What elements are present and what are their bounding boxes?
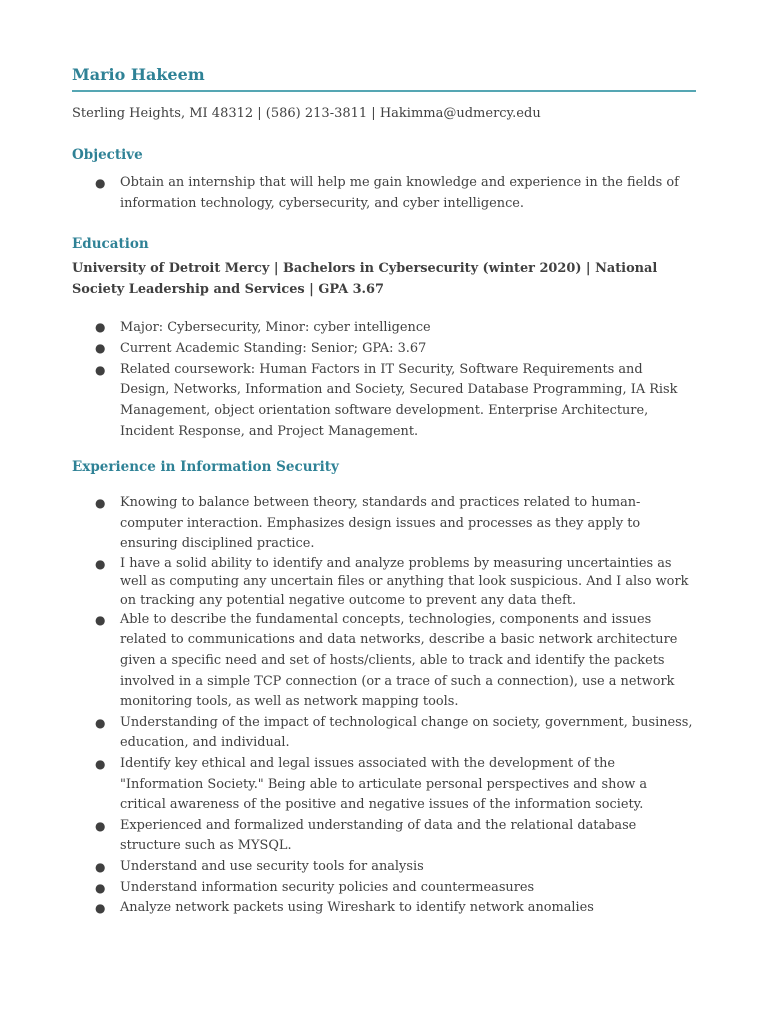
section-title-experience: Experience in Information Security <box>72 459 339 476</box>
list-item-text: Understand and use security tools for analysis <box>120 858 424 874</box>
bullet-icon: ● <box>95 496 106 511</box>
list-item <box>72 898 696 919</box>
list-item-text: Obtain an internship that will help me gain knowledge and experience in the fields of information technology, cybersecurity, and cyber intelligence. <box>120 175 679 211</box>
list-item <box>72 555 696 610</box>
resume-name: Mario Hakeem <box>72 62 696 92</box>
education-school-line: University of Detroit Mercy | Bachelors in Cybersecurity (winter 2020) | National Society Leadership and Services | GPA 3.67 <box>72 261 658 297</box>
section-title-education: Education <box>72 236 149 253</box>
list-item <box>72 317 696 339</box>
list-item <box>72 857 696 878</box>
bullet-icon: ● <box>95 319 106 334</box>
list-item-text: Identify key ethical and legal issues associated with the development of the "Information Society." Being able to articulate personal perspectives and show a critical awareness of the positive and negative issues of the information society. <box>120 755 648 813</box>
bullet-icon: ● <box>95 715 106 730</box>
bullet-icon: ● <box>95 756 106 771</box>
list-item-text: Related coursework: Human Factors in IT Security, Software Requirements and Design, Networks, Information and Society, Secured Database Programming, IA Risk Management, object orientation software development. Enterprise Architecture, Incident Response, and Project Management. <box>120 361 678 439</box>
list-item <box>72 878 696 899</box>
bullet-icon: ● <box>95 341 106 356</box>
list-item <box>72 713 696 754</box>
list-item-text: Understanding of the impact of technological change on society, government, business, education, and individual. <box>120 714 693 751</box>
list-item-text: Current Academic Standing: Senior; GPA: 3.67 <box>120 341 427 357</box>
list-item <box>72 173 696 214</box>
list-item <box>72 754 696 816</box>
list-item <box>72 610 696 713</box>
section-title-objective: Objective <box>72 147 143 163</box>
list-item <box>72 816 696 857</box>
list-item <box>72 338 696 360</box>
list-item-text: Knowing to balance between theory, standards and practices related to human-computer interaction. Emphasizes design issues and processes as they apply to ensuring disciplined practice. <box>120 495 641 552</box>
list-item-text: Major: Cybersecurity, Minor: cyber intelligence <box>120 319 431 335</box>
list-item-text: Able to describe the fundamental concepts, technologies, components and issues related to communications and data networks, describe a basic network architecture given a specific need and set of hosts/clients, able to track and identify the packets involved in a simple TCP connection (or a trace of such a connection), use a network monitoring tools, as well as network mapping tools. <box>120 611 678 710</box>
bullet-icon: ● <box>95 176 106 190</box>
education-list <box>72 317 696 442</box>
list-item <box>72 360 696 442</box>
list-item-text: Experienced and formalized understanding of data and the relational database structure such as MYSQL. <box>120 817 637 854</box>
objective-list <box>72 173 696 214</box>
bullet-icon: ● <box>95 901 106 916</box>
bullet-icon: ● <box>95 859 106 874</box>
bullet-icon: ● <box>95 818 106 833</box>
bullet-icon: ● <box>95 362 106 377</box>
list-item <box>72 493 696 555</box>
list-item-text: Analyze network packets using Wireshark to identify network anomalies <box>120 900 594 916</box>
experience-list <box>72 493 696 919</box>
list-item-text: Understand information security policies and countermeasures <box>120 879 535 895</box>
resume-page <box>72 62 696 919</box>
list-item-text: I have a solid ability to identify and analyze problems by measuring uncertainties as well as computing any uncertain files or anything that look suspicious. And I also work on tracking any potential negative outcome to prevent any data theft. <box>120 555 689 608</box>
contact-line: Sterling Heights, MI 48312 | (586) 213-3811 | Hakimma@udmercy.edu <box>72 106 541 121</box>
bullet-icon: ● <box>95 556 106 571</box>
bullet-icon: ● <box>95 880 106 895</box>
bullet-icon: ● <box>95 612 106 627</box>
